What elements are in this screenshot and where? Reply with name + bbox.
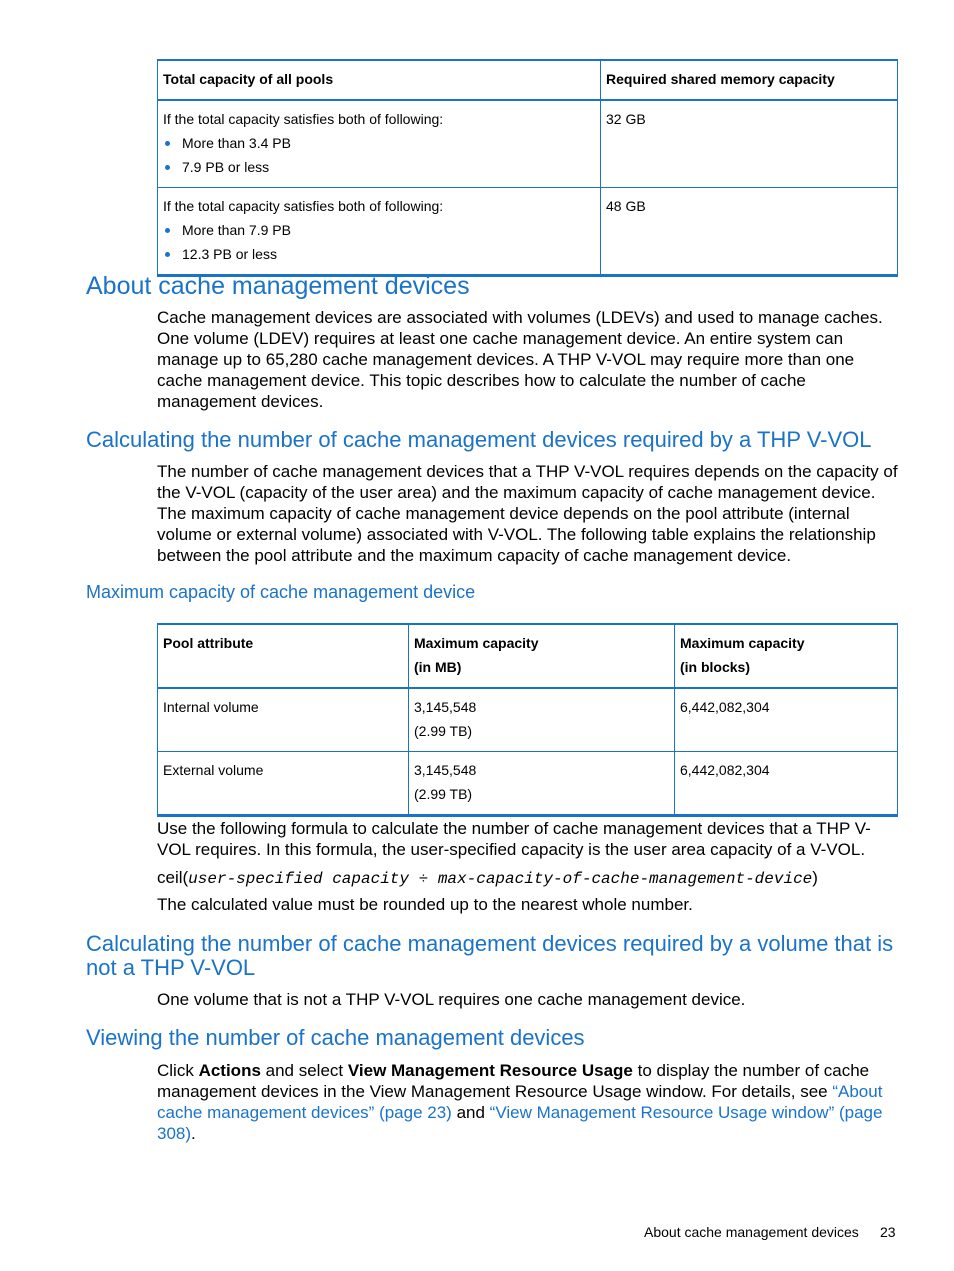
section-title-thp-vvol: Calculating the number of cache management devices required by a THP V-VOL	[86, 427, 872, 452]
condition-list	[163, 218, 595, 266]
table-cell: 32 GB	[601, 100, 898, 188]
list-item: 7.9 PB or less	[163, 155, 595, 179]
table-cell	[158, 188, 601, 276]
section-title-non-thp: Calculating the number of cache management devices required by a volume that is not a THP V-VOL	[86, 931, 894, 980]
link-about-cache[interactable]: “About cache management devices” (page 23)	[157, 1082, 883, 1122]
section-body-about: Cache management devices are associated with volumes (LDEVs) and used to manage caches. One volume (LDEV) requires at least one cache management device. An entire system can manage up to 65,280 cache management devices. A THP V-VOL may require more than one cache management device. This topic describes how to calculate the number of cache management devices.	[157, 308, 883, 411]
bullet-icon	[165, 165, 170, 170]
formula-intro: Use the following formula to calculate the number of cache management devices that a THP V-VOL requires. In this formula, the user-specified capacity is the user area capacity of a V-VOL.	[157, 819, 871, 859]
table-row	[158, 688, 898, 752]
table-cell: Internal volume	[158, 688, 409, 752]
table-cell: 48 GB	[601, 188, 898, 276]
list-item: 12.3 PB or less	[163, 242, 595, 266]
page-number: 23	[880, 1224, 896, 1240]
section-body-non-thp: One volume that is not a THP V-VOL requires one cache management device.	[157, 990, 746, 1009]
column-header: Total capacity of all pools	[158, 60, 601, 100]
column-header: Required shared memory capacity	[601, 60, 898, 100]
table-header-row	[158, 60, 898, 100]
bullet-icon	[165, 141, 170, 146]
table-cell: 3,145,548 (2.99 TB)	[409, 752, 675, 816]
table-cell: 3,145,548 (2.99 TB)	[409, 688, 675, 752]
bullet-icon	[165, 228, 170, 233]
table-cell: 6,442,082,304	[675, 752, 898, 816]
actions-label: Actions	[198, 1061, 261, 1080]
formula-note: The calculated value must be rounded up to the nearest whole number.	[157, 895, 693, 914]
max-capacity-table	[157, 623, 898, 817]
condition-intro: If the total capacity satisfies both of following:	[163, 111, 444, 127]
footer-section-name: About cache management devices	[644, 1224, 859, 1240]
shared-memory-table	[157, 59, 898, 277]
table-row	[158, 752, 898, 816]
formula-expression: user-specified capacity ÷ max-capacity-of-cache-management-device	[188, 870, 813, 888]
subsection-title-max-capacity: Maximum capacity of cache management device	[86, 582, 476, 602]
table-row	[158, 188, 898, 276]
section-body-viewing: Click Actions and select View Management Resource Usage to display the number of cache management devices in the View Management Resource Usage window. For details, see “About cache management devices” (page 23) and “View Management Resource Usage window” (page 308).	[157, 1061, 883, 1143]
view-usage-label: View Management Resource Usage	[347, 1061, 633, 1080]
formula: ceil(user-specified capacity ÷ max-capacity-of-cache-management-device)	[157, 868, 818, 888]
condition-intro: If the total capacity satisfies both of following:	[163, 198, 444, 214]
table-row	[158, 100, 898, 188]
table-cell: 6,442,082,304	[675, 688, 898, 752]
section-title-about: About cache management devices	[86, 272, 470, 300]
list-item: More than 3.4 PB	[163, 131, 595, 155]
link-view-usage-window[interactable]: “View Management Resource Usage window” (page 308)	[157, 1103, 883, 1143]
column-header: Maximum capacity (in blocks)	[675, 624, 898, 688]
column-header: Pool attribute	[158, 624, 409, 688]
table-header-row	[158, 624, 898, 688]
condition-list	[163, 131, 595, 179]
bullet-icon	[165, 252, 170, 257]
column-header: Maximum capacity (in MB)	[409, 624, 675, 688]
list-item: More than 7.9 PB	[163, 218, 595, 242]
section-title-viewing: Viewing the number of cache management devices	[86, 1025, 585, 1050]
table-cell: External volume	[158, 752, 409, 816]
section-body-thp-vvol: The number of cache management devices that a THP V-VOL requires depends on the capacity of the V-VOL (capacity of the user area) and the maximum capacity of cache management device. The maximum capacity of cache management device depends on the pool attribute (internal volume or external volume) associated with V-VOL. The following table explains the relationship between the pool attribute and the maximum capacity of cache management device.	[157, 462, 898, 565]
table-cell	[158, 100, 601, 188]
